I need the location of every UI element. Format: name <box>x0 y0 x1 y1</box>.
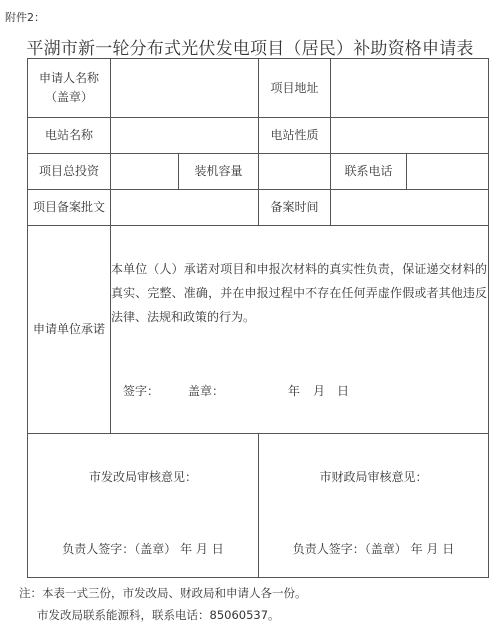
total-investment-field[interactable] <box>111 154 178 189</box>
applicant-name-cell <box>28 59 110 117</box>
project-address-label: 项目地址 <box>270 80 319 95</box>
note-line-1: 注：本表一式三份，市发改局、财政局和申请人各一份。 <box>19 586 307 600</box>
commitment-label: 申请单位承诺 <box>32 322 105 336</box>
project-address-field[interactable] <box>331 59 488 117</box>
seal-label: 盖章： <box>188 384 225 398</box>
finance-signature-line: 负责人签字：（盖章） 年 月 日 <box>292 541 455 556</box>
date-year: 年 <box>288 384 301 398</box>
drc-opinion-label: 市发改局审核意见： <box>88 469 197 484</box>
date-month: 月 <box>313 384 326 398</box>
date-day: 日 <box>337 384 350 398</box>
station-name-field[interactable] <box>111 118 258 153</box>
applicant-name-label: 申请人名称 <box>38 71 99 85</box>
station-nature-label: 电站性质 <box>270 128 319 142</box>
applicant-seal-label: （盖章） <box>44 90 93 104</box>
station-name-label: 电站名称 <box>44 128 93 142</box>
filing-time-label: 备案时间 <box>270 200 319 214</box>
note-line-2: 市发改局联系能源科，联系电话：85060537。 <box>37 608 280 622</box>
installed-capacity-label: 装机容量 <box>194 164 243 178</box>
total-investment-label: 项目总投资 <box>38 164 99 178</box>
attachment-label: 附件2： <box>5 11 45 24</box>
finance-opinion-label: 市财政局审核意见： <box>319 469 428 484</box>
filing-time-field[interactable] <box>331 190 488 225</box>
drc-signature-line: 负责人签字：（盖章） 年 月 日 <box>62 541 224 556</box>
station-nature-field[interactable] <box>331 118 488 153</box>
commitment-statement: 本单位（人）承诺对项目和申报次材料的真实性负责，保证递交材料的真实、完整、准确，并在申报过程中不存在任何弄虚作假或者其他违反法律、法规和政策的行为。 <box>111 262 487 324</box>
form-title: 平湖市新一轮分布式光伏发电项目（居民）补助资格申请表 <box>26 39 474 59</box>
sign-label: 签字： <box>123 384 160 398</box>
filing-approval-field[interactable] <box>111 190 258 225</box>
applicant-name-field[interactable] <box>111 59 258 117</box>
contact-phone-label: 联系电话 <box>344 164 393 178</box>
filing-approval-label: 项目备案批文 <box>32 200 105 214</box>
contact-phone-field[interactable] <box>407 154 488 189</box>
installed-capacity-field[interactable] <box>259 154 330 189</box>
